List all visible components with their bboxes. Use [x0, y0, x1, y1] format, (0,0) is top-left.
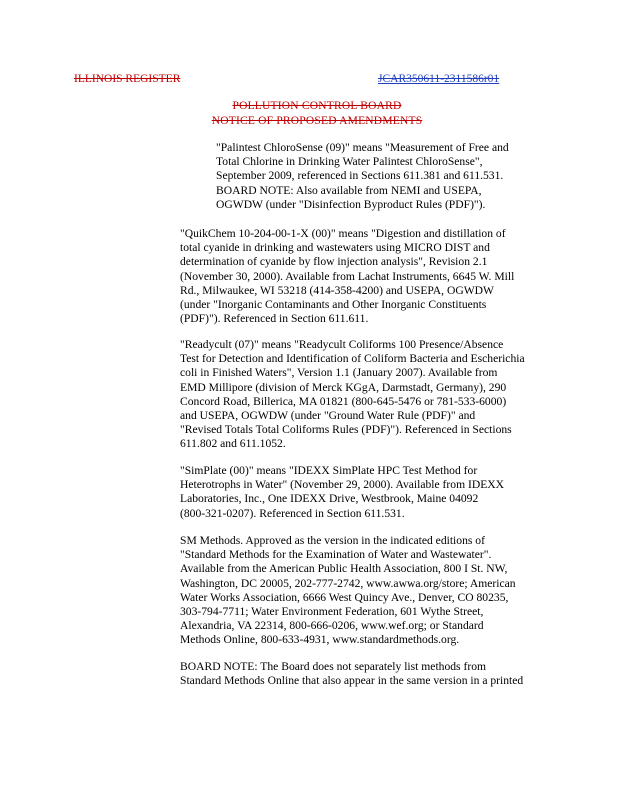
- text-line: "QuikChem 10-204-00-1-X (00)" means "Digestion and distillation of: [180, 227, 506, 240]
- text-line: 611.802 and 611.1052.: [180, 437, 286, 451]
- text-line: BOARD NOTE: Also available from NEMI and USEPA,: [216, 183, 482, 197]
- text-line: "Standard Methods for the Examination of Water and Wastewater".: [180, 548, 492, 562]
- text-line: Standard Methods Online that also appear in the same version in a printed: [180, 674, 524, 688]
- text-line: BOARD NOTE: The Board does not separately list methods from: [180, 660, 487, 673]
- text-line: Available from the American Public Health Association, 800 I St. NW,: [180, 562, 508, 576]
- text-line: (November 30, 2000). Available from Lachat Instruments, 6645 W. Mill: [180, 269, 515, 283]
- text-line: Methods Online, 800-633-4931, www.standardmethods.org.: [180, 633, 460, 647]
- text-line: EMD Millipore (division of Merck KGgA, Darmstadt, Germany), 290: [180, 380, 507, 394]
- text-line: "Readycult (07)" means "Readycult Coliforms 100 Presence/Absence: [180, 338, 504, 351]
- text-line: Laboratories, Inc., One IDEXX Drive, Westbrook, Maine 04092: [180, 492, 479, 506]
- page-subtitle: NOTICE OF PROPOSED AMENDMENTS: [211, 115, 423, 127]
- text-line: coli in Finished Waters", Version 1.1 (January 2007). Available from: [180, 366, 498, 380]
- text-line: Total Chlorine in Drinking Water Palintest ChloroSense",: [216, 155, 483, 169]
- board-note: [180, 660, 600, 688]
- text-line: September 2009, referenced in Sections 611.381 and 611.531.: [216, 169, 504, 183]
- text-line: Rd., Milwaukee, WI 53218 (414-358-4200) and USEPA, OGWDW: [180, 283, 494, 297]
- definition-simplate: [180, 464, 600, 521]
- definition-readycult: [180, 338, 600, 452]
- register-header: ILLINOIS REGISTER: [74, 73, 181, 85]
- text-line: Heterotrophs in Water" (November 29, 2000). Available from IDEXX: [180, 478, 505, 492]
- text-line: (800-321-0207). Referenced in Section 611.531.: [180, 506, 405, 520]
- text-line: (PDF)"). Referenced in Section 611.611.: [180, 312, 369, 326]
- text-line: determination of cyanide by flow injection analysis", Revision 2.1: [180, 255, 488, 269]
- definition-quikchem: [180, 227, 600, 326]
- text-line: OGWDW (under "Disinfection Byproduct Rules (PDF)").: [216, 197, 486, 211]
- text-line: (under "Inorganic Contaminants and Other Inorganic Constituents: [180, 297, 487, 311]
- text-line: total cyanide in drinking and wastewaters using MICRO DIST and: [180, 241, 490, 255]
- text-line: and USEPA, OGWDW (under "Ground Water Rule (PDF)" and: [180, 408, 476, 422]
- text-line: 303-794-7711; Water Environment Federation, 601 Wythe Street,: [180, 604, 484, 618]
- definition-sm-methods: [180, 534, 600, 648]
- text-line: Alexandria, VA 22314, 800-666-0206, www.wef.org; or Standard: [180, 619, 484, 633]
- text-line: "Palintest ChloroSense (09)" means "Measurement of Free and: [216, 141, 509, 154]
- document-id: JCAR350611-2311586r01: [378, 73, 500, 85]
- definition-palintest: [216, 141, 546, 212]
- text-line: "Revised Totals Total Coliforms Rules (PDF)"). Referenced in Sections: [180, 423, 512, 437]
- page-title: POLLUTION CONTROL BOARD: [232, 100, 402, 112]
- text-line: SM Methods. Approved as the version in the indicated editions of: [180, 534, 485, 547]
- text-line: Water Works Association, 6666 West Quincy Ave., Denver, CO 80235,: [180, 590, 509, 604]
- text-line: Washington, DC 20005, 202-777-2742, www.awwa.org/store; American: [180, 576, 516, 590]
- text-line: Test for Detection and Identification of Coliform Bacteria and Escherichia: [180, 352, 525, 366]
- text-line: Concord Road, Billerica, MA 01821 (800-645-5476 or 781-533-6000): [180, 394, 507, 408]
- text-line: "SimPlate (00)" means "IDEXX SimPlate HPC Test Method for: [180, 464, 478, 477]
